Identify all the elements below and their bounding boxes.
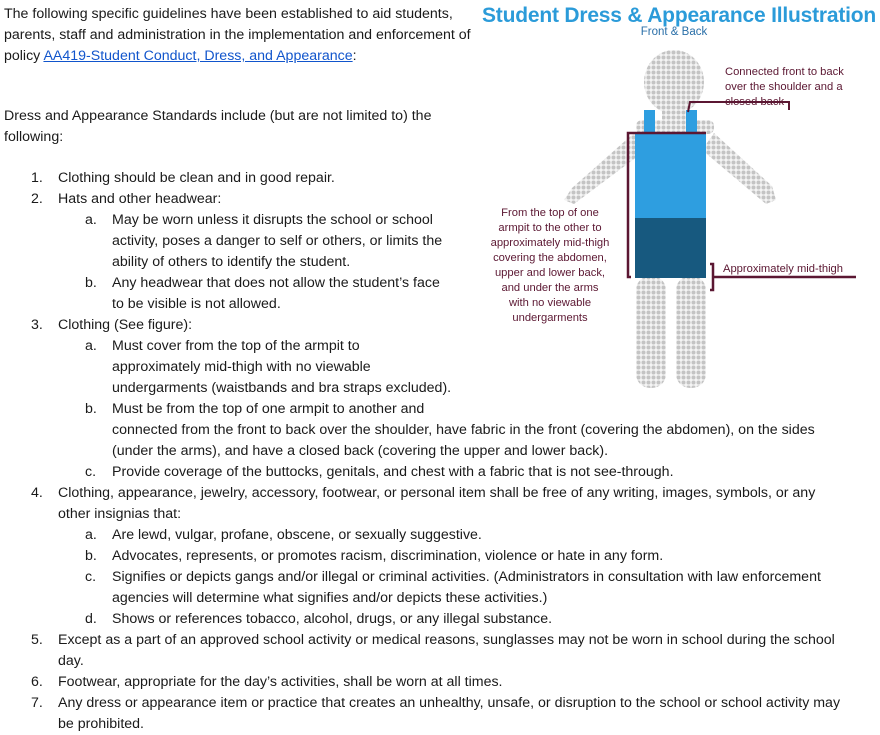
list-item-text: day. <box>58 653 84 669</box>
sub-item-text: connected from the front to back over the shoulder, have fabric in the front (covering the abdomen), on the sides <box>112 422 815 438</box>
sub-item-number: c. <box>85 569 97 585</box>
sub-item-text: May be worn unless it disrupts the school or school <box>112 212 433 228</box>
list-item-number: 1. <box>31 170 43 186</box>
intro-suffix: : <box>352 48 357 64</box>
figure-title: Student Dress & Appearance Illustration <box>482 4 877 27</box>
list-item-number: 4. <box>31 485 43 501</box>
sub-item-number: b. <box>85 548 97 564</box>
shoulder-annotation-line: closed back <box>725 96 785 108</box>
armpit-annotation-line: armpit to the other to <box>498 222 602 234</box>
list-item-text: Clothing (See figure): <box>58 317 193 333</box>
sub-item-number: a. <box>85 338 97 354</box>
list-item-number: 2. <box>31 191 43 207</box>
figure-left-leg <box>636 276 666 388</box>
figure-graphic <box>476 0 880 400</box>
intro-text: The following specific guidelines have been established to aid students, parents, staff and administration in the implementation and enforcement of policy <box>4 6 471 64</box>
sub-item-text: Shows or references tobacco, alcohol, drugs, or any illegal substance. <box>112 611 553 627</box>
figure-left-strap <box>644 110 655 134</box>
intro-paragraph <box>4 4 474 67</box>
armpit-annotation <box>480 206 620 326</box>
sub-item-text: undergarments (waistbands and bra straps excluded). <box>112 380 452 396</box>
sub-item-text: Must cover from the top of the armpit to <box>112 338 360 354</box>
sub-item-number: c. <box>85 464 97 480</box>
list-item-text: Hats and other headwear: <box>58 191 222 207</box>
list-item-text: Footwear, appropriate for the day’s activities, shall be worn at all times. <box>58 674 503 690</box>
armpit-annotation-line: undergarments <box>512 312 588 324</box>
sub-item-number: d. <box>85 611 97 627</box>
list-item-number: 3. <box>31 317 43 333</box>
sub-item-text: Advocates, represents, or promotes racism, discrimination, violence or hate in any form. <box>112 548 664 564</box>
armpit-annotation-line: covering the abdomen, <box>493 252 607 264</box>
armpit-annotation-line: and under the arms <box>501 282 599 294</box>
figure-head <box>644 50 704 114</box>
shoulder-annotation <box>725 65 875 110</box>
shoulder-annotation-line: Connected front to back <box>725 66 844 78</box>
thigh-annotation: Approximately mid-thigh <box>723 263 844 275</box>
sub-item-text: Any headwear that does not allow the student’s face <box>112 275 440 291</box>
armpit-annotation-line: upper and lower back, <box>494 267 606 279</box>
policy-link[interactable]: AA419-Student Conduct, Dress, and Appearance <box>43 48 353 64</box>
armpit-annotation-line: approximately mid-thigh <box>490 237 610 249</box>
sub-item-text: Are lewd, vulgar, profane, obscene, or sexually suggestive. <box>112 527 482 543</box>
sub-item-text: (under the arms), and have a closed back (covering the upper and lower back). <box>112 443 609 459</box>
figure-right-strap <box>686 110 697 134</box>
sub-item-text: Signifies or depicts gangs and/or illegal or criminal activities. (Administrators in consultation with law enforcement <box>112 569 821 585</box>
sub-item-text: to be visible is not allowed. <box>112 296 281 312</box>
list-item-text: Any dress or appearance item or practice that creates an unhealthy, unsafe, or disruption to the school or school activity may <box>58 695 841 711</box>
figure-subtitle: Front & Back <box>640 26 708 38</box>
figure-left-arm <box>564 133 646 204</box>
armpit-annotation-line: with no viewable <box>508 297 592 309</box>
standards-intro: Dress and Appearance Standards include (but are not limited to) the following: <box>4 108 432 145</box>
sub-item-text: agencies will determine what signifies and/or depicts these activities.) <box>112 590 548 606</box>
sub-item-number: a. <box>85 212 97 228</box>
figure-shorts <box>635 218 706 278</box>
list-item-number: 6. <box>31 674 43 690</box>
figure-top <box>635 132 706 218</box>
figure-right-arm <box>702 133 776 204</box>
list-item-text: Clothing, appearance, jewelry, accessory, footwear, or personal item shall be free of any writing, images, symbols, or any <box>58 485 816 501</box>
sub-item-text: approximately mid-thigh with no viewable <box>112 359 371 375</box>
figure-right-leg <box>676 276 706 388</box>
sub-item-text: ability of others to identify the student. <box>112 254 351 270</box>
list-item-number: 5. <box>31 632 43 648</box>
sub-item-text: Provide coverage of the buttocks, genitals, and chest with a fabric that is not see-through. <box>112 464 674 480</box>
list-item-number: 7. <box>31 695 43 711</box>
list-item-text: Clothing should be clean and in good repair. <box>58 170 335 186</box>
sub-item-number: b. <box>85 401 97 417</box>
list-item-text: be prohibited. <box>58 716 144 732</box>
sub-item-text: Must be from the top of one armpit to another and <box>112 401 425 417</box>
list-item-text: Except as a part of an approved school activity or medical reasons, sunglasses may not be worn in school during the school <box>58 632 835 648</box>
armpit-annotation-line: From the top of one <box>501 207 599 219</box>
sub-item-number: a. <box>85 527 97 543</box>
sub-item-number: b. <box>85 275 97 291</box>
list-item-text: other insignias that: <box>58 506 182 522</box>
shoulder-annotation-line: over the shoulder and a <box>725 81 843 93</box>
sub-item-text: activity, poses a danger to self or others, or limits the <box>112 233 443 249</box>
dress-illustration <box>476 0 880 400</box>
